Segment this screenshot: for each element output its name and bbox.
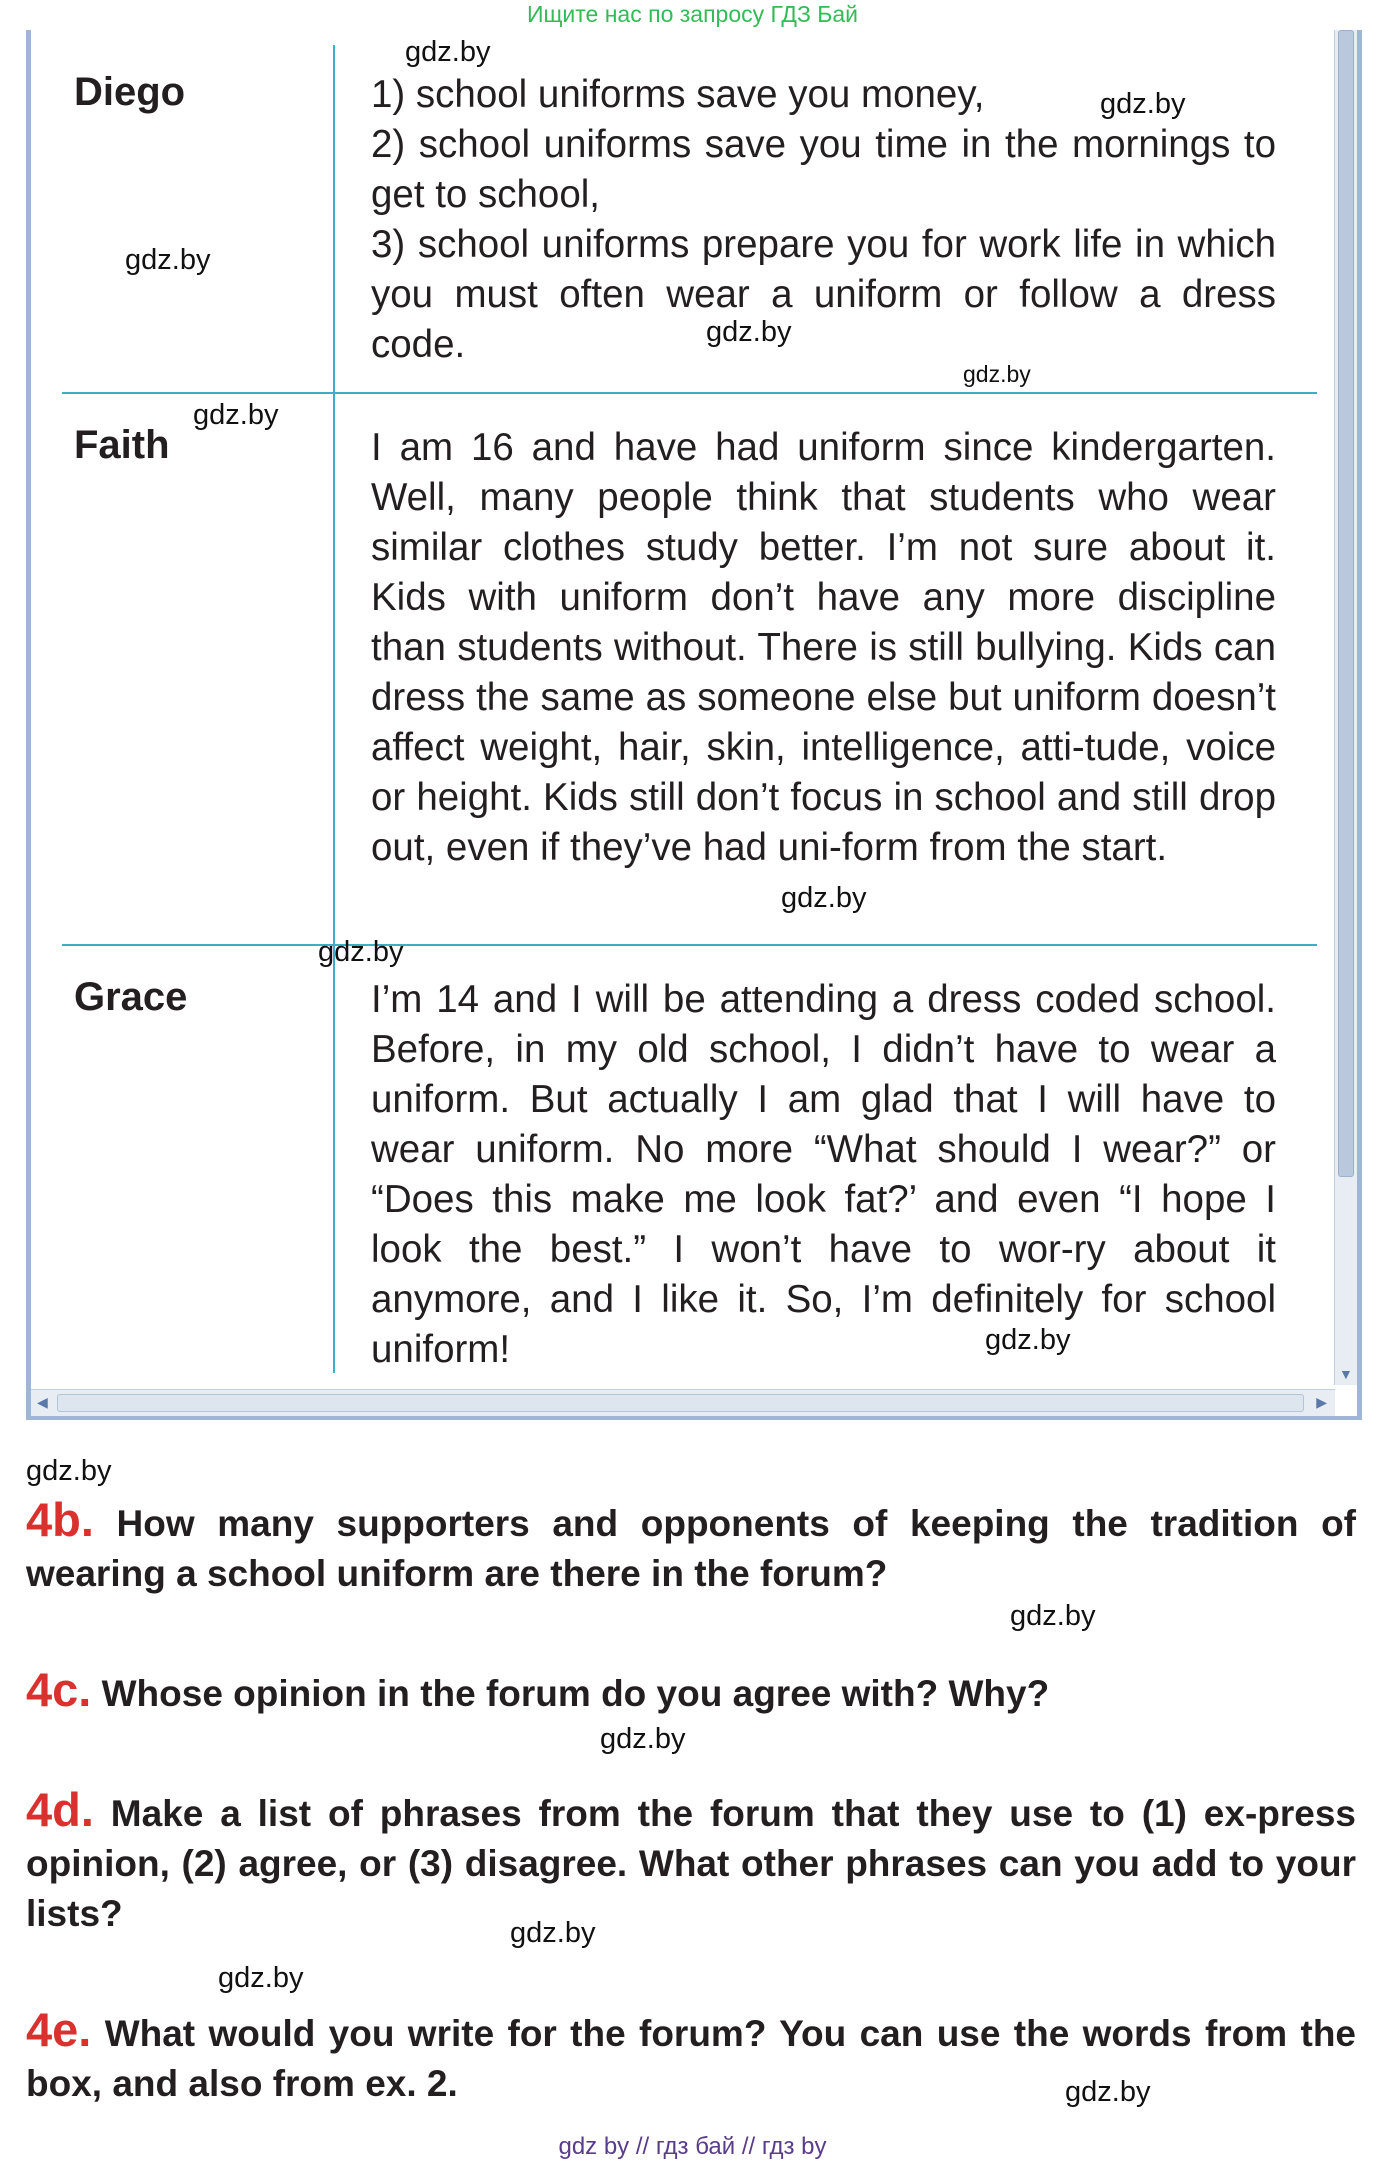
scroll-down-arrow-icon[interactable]: ▼ — [1339, 1366, 1353, 1382]
post-line: 1) school uniforms save you money, — [371, 73, 985, 116]
watermark: gdz.by — [1010, 1600, 1096, 1632]
post-line: 2) school uniforms save you time in the mornings to get to school, — [371, 123, 1276, 216]
task-number: 4c. — [26, 1663, 92, 1716]
watermark: gdz.by — [1100, 88, 1186, 120]
watermark: gdz.by — [193, 399, 279, 431]
task-number: 4b. — [26, 1493, 94, 1546]
task-text: Whose opinion in the forum do you agree with? Why? — [101, 1673, 1050, 1714]
row-divider — [62, 392, 1317, 394]
task-4e — [26, 2005, 1356, 2109]
watermark: gdz.by — [318, 936, 404, 968]
watermark: gdz.by — [706, 316, 792, 348]
post-line: 3) school uniforms prepare you for work life in which you must often wear a uniform or follow a dress code. — [371, 223, 1276, 366]
vertical-scrollbar-thumb[interactable] — [1338, 30, 1354, 1177]
watermark: gdz.by — [218, 1962, 304, 1994]
task-4b — [26, 1495, 1356, 1599]
task-4c — [26, 1665, 1356, 1719]
watermark: gdz.by — [985, 1324, 1071, 1356]
task-4d — [26, 1785, 1356, 1939]
scroll-right-arrow-icon[interactable]: ▶ — [1316, 1394, 1327, 1410]
vertical-scrollbar[interactable] — [1334, 30, 1357, 1385]
task-number: 4d. — [26, 1783, 94, 1836]
horizontal-scrollbar[interactable] — [31, 1389, 1335, 1416]
post-body: I’m 14 and I will be attending a dress coded school. Before, in my old school, I didn’t have to wear a uniform. But actually I am glad that I will have to wear uniform. No more “What should I wear?” or “Does this make me look fat?’ and even “I hope I look the best.” I won’t have to wor-ry about it anymore, and I like it. So, I’m definitely for school uniform! — [371, 978, 1276, 1371]
task-text: How many supporters and opponents of keeping the tradition of wearing a school uniform are there in the forum? — [26, 1503, 1356, 1594]
column-divider — [333, 45, 335, 1373]
post-author-name: Diego — [74, 70, 186, 114]
task-text: What would you write for the forum? You can use the words from the box, and also from ex. 2. — [26, 2013, 1357, 2104]
post-author-name: Grace — [74, 975, 188, 1019]
post-author-name: Faith — [74, 423, 170, 467]
task-text: Make a list of phrases from the forum that they use to (1) ex-press opinion, (2) agree, or (3) disagree. What other phrases can you add to your lists? — [26, 1793, 1356, 1934]
watermark: gdz.by — [781, 882, 867, 914]
footer-watermark: gdz by // гдз бай // гдз by — [558, 2133, 827, 2160]
top-banner: Ищите нас по запросу ГДЗ Бай — [526, 1, 859, 27]
watermark: gdz.by — [125, 244, 211, 276]
watermark: gdz.by — [600, 1723, 686, 1755]
row-divider — [62, 944, 1317, 946]
watermark: gdz.by — [1065, 2076, 1151, 2108]
watermark: gdz.by — [510, 1917, 596, 1949]
watermark: gdz.by — [405, 36, 491, 68]
watermark: gdz.by — [963, 361, 1031, 387]
scroll-left-arrow-icon[interactable]: ◀ — [37, 1394, 48, 1410]
task-number: 4e. — [26, 2003, 92, 2056]
post-body: I am 16 and have had uniform since kindergarten. Well, many people think that students who wear similar clothes study better. I’m not sure about it. Kids with uniform don’t have any more discipline than students without. There is still bullying. Kids can dress the same as someone else but uniform doesn’t affect weight, hair, skin, intelligence, atti-tude, voice or height. Kids still don’t focus in school and still drop out, even if they’ve had uni-form from the start. — [371, 426, 1276, 869]
horizontal-scrollbar-thumb[interactable] — [57, 1394, 1304, 1412]
watermark: gdz.by — [26, 1455, 112, 1487]
